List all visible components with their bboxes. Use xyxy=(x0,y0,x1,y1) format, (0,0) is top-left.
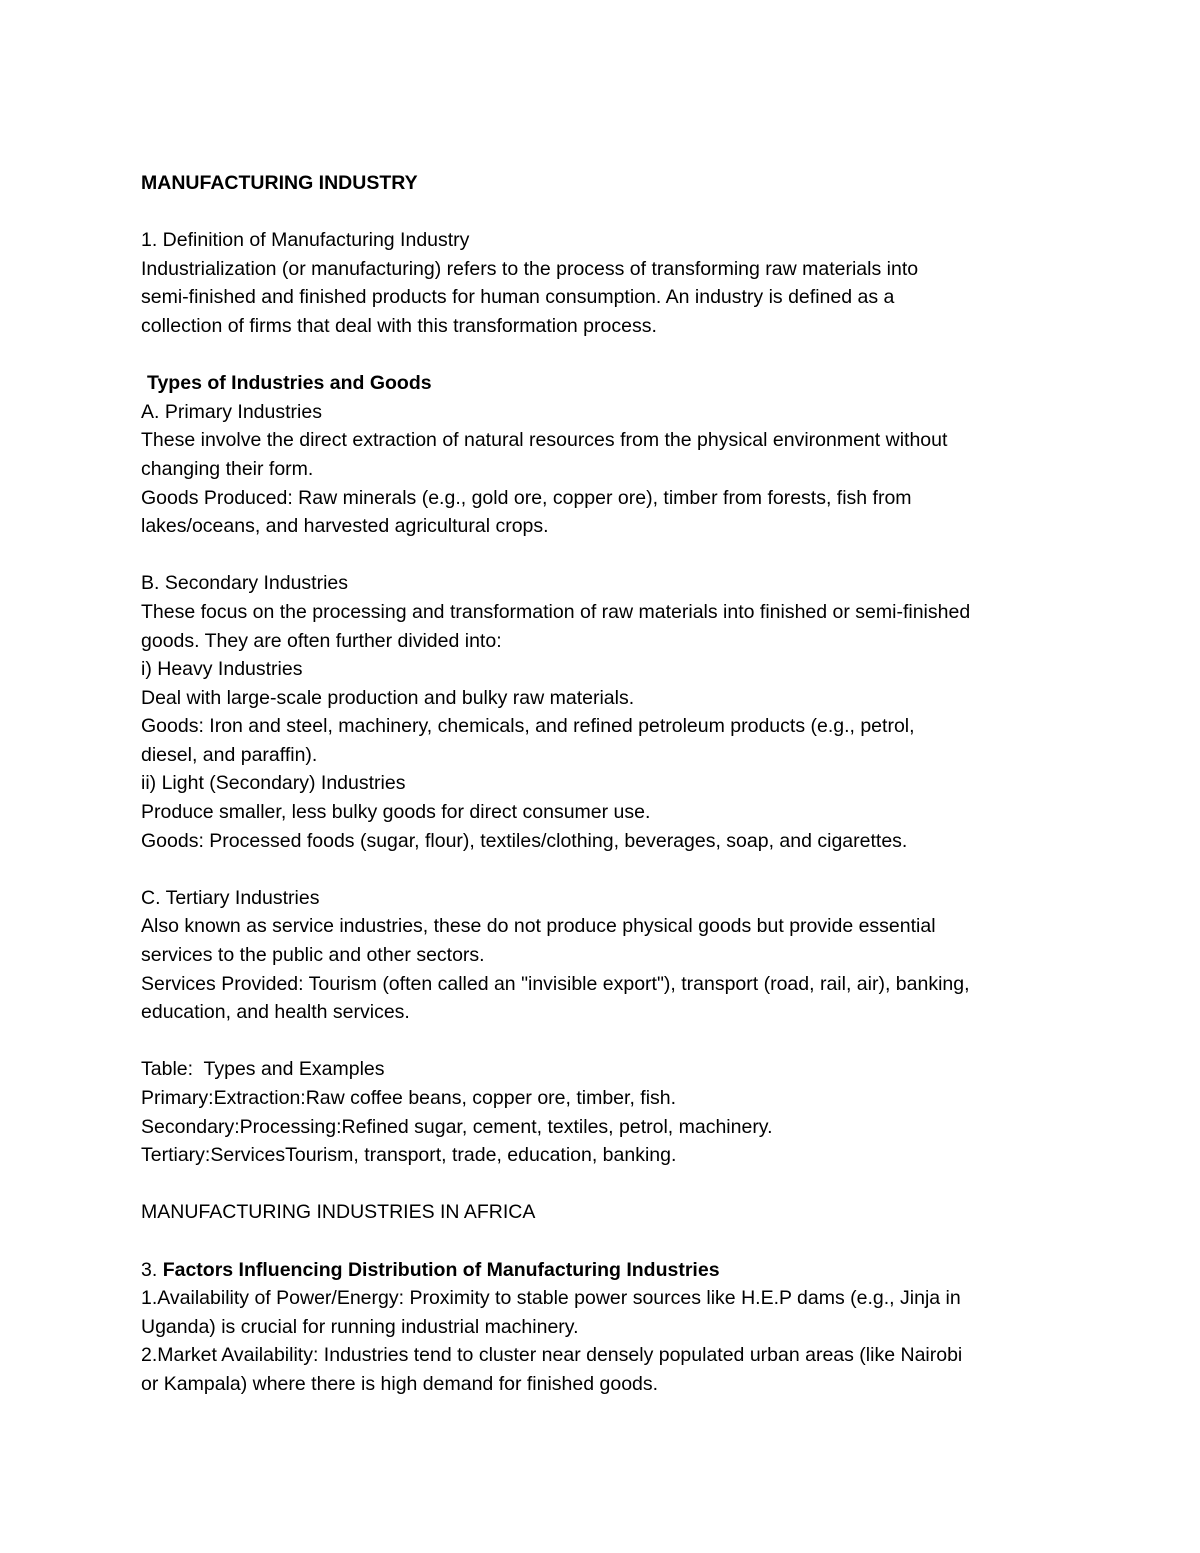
spacer xyxy=(141,855,1071,884)
document-body xyxy=(141,169,1071,1399)
table-heading: Table: Types and Examples xyxy=(141,1058,385,1081)
table-row: Primary:Extraction:Raw coffee beans, copper ore, timber, fish. xyxy=(141,1087,677,1109)
tertiary-line: education, and health services. xyxy=(141,1001,410,1024)
secondary-line: Goods: Processed foods (sugar, flour), textiles/clothing, beverages, soap, and cigarettes. xyxy=(141,829,908,852)
spacer xyxy=(141,341,1071,370)
factors-line: 2.Market Availability: Industries tend to cluster near densely populated urban areas (like Nairobi xyxy=(141,1344,963,1367)
secondary-line: diesel, and paraffin). xyxy=(141,743,318,766)
primary-line: Goods Produced: Raw minerals (e.g., gold ore, copper ore), timber from forests, fish from xyxy=(141,486,912,509)
africa-heading: MANUFACTURING INDUSTRIES IN AFRICA xyxy=(141,1201,536,1224)
table-row: Tertiary:ServicesTourism, transport, trade, education, banking. xyxy=(141,1144,677,1167)
tertiary-line: Also known as service industries, these do not produce physical goods but provide essential xyxy=(141,915,936,938)
spacer xyxy=(141,198,1071,227)
secondary-line: Goods: Iron and steel, machinery, chemicals, and refined petroleum products (e.g., petrol, xyxy=(141,715,915,738)
definition-line: Industrialization (or manufacturing) refers to the process of transforming raw materials into xyxy=(141,257,919,280)
secondary-line: Produce smaller, less bulky goods for direct consumer use. xyxy=(141,801,651,824)
factors-number: 3. xyxy=(141,1258,163,1281)
definition-heading: 1. Definition of Manufacturing Industry xyxy=(141,229,470,252)
factors-heading-line xyxy=(141,1256,1071,1285)
primary-heading: A. Primary Industries xyxy=(141,400,322,423)
secondary-heading: B. Secondary Industries xyxy=(141,572,349,595)
secondary-line: ii) Light (Secondary) Industries xyxy=(141,772,406,795)
factors-line: or Kampala) where there is high demand for finished goods. xyxy=(141,1372,659,1395)
secondary-line: i) Heavy Industries xyxy=(141,658,303,681)
factors-line: 1.Availability of Power/Energy: Proximity to stable power sources like H.E.P dams (e.g., Jinja in xyxy=(141,1287,961,1310)
primary-line: These involve the direct extraction of natural resources from the physical environment without xyxy=(141,429,948,452)
tertiary-line: services to the public and other sectors. xyxy=(141,944,485,967)
types-heading: Types of Industries and Goods xyxy=(147,372,432,395)
spacer xyxy=(141,1227,1071,1256)
secondary-line: goods. They are often further divided into: xyxy=(141,629,502,652)
factors-heading: Factors Influencing Distribution of Manufacturing Industries xyxy=(162,1258,720,1281)
document-title: MANUFACTURING INDUSTRY xyxy=(141,172,418,194)
tertiary-line: Services Provided: Tourism (often called an "invisible export"), transport (road, rail, air), banking, xyxy=(141,972,970,995)
secondary-line: These focus on the processing and transformation of raw materials into finished or semi-finished xyxy=(141,600,971,623)
secondary-line: Deal with large-scale production and bulky raw materials. xyxy=(141,686,635,709)
spacer xyxy=(141,1170,1071,1199)
primary-line: lakes/oceans, and harvested agricultural crops. xyxy=(141,515,549,538)
spacer xyxy=(141,541,1071,570)
tertiary-heading: C. Tertiary Industries xyxy=(141,886,320,909)
definition-line: semi-finished and finished products for human consumption. An industry is defined as a xyxy=(141,286,895,309)
table-row: Secondary:Processing:Refined sugar, cement, textiles, petrol, machinery. xyxy=(141,1115,773,1138)
definition-line: collection of firms that deal with this transformation process. xyxy=(141,314,657,337)
factors-line: Uganda) is crucial for running industrial machinery. xyxy=(141,1315,579,1338)
primary-line: changing their form. xyxy=(141,457,314,480)
spacer xyxy=(141,1027,1071,1056)
